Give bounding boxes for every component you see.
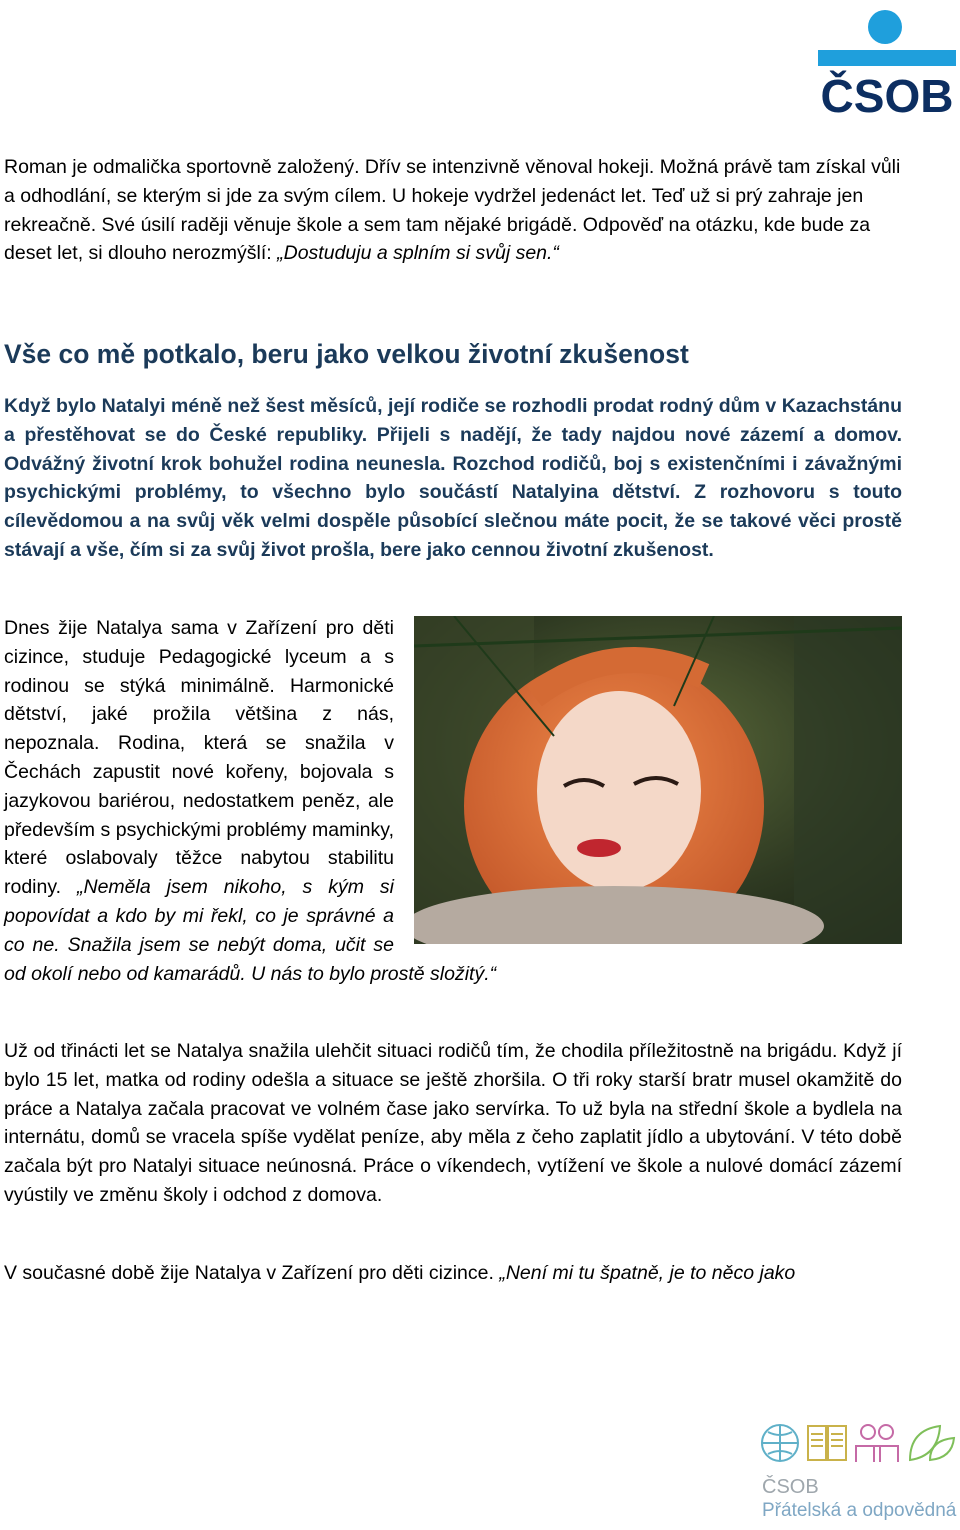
csob-logo [816,6,958,118]
section-heading: Vše co mě potkalo, beru jako velkou životní zkušenost [4,339,689,369]
intro-paragraph [4,153,902,268]
footer-tagline: Přátelská a odpovědná [762,1500,957,1521]
photo-paragraph-quote: „Neměla jsem nikoho, s kým si popovídat a kdo by mi řekl, co je správné a co ne. Snažila jsem se nebýt doma, učit se od okolí nebo od kamarádů. U nás to bylo prostě složitý.“ [4,876,497,985]
intro-quote: „Dostuduju a splním si svůj sen.“ [277,242,559,265]
paragraph-4-quote: „Není mi tu špatně, je to něco jako [499,1262,796,1284]
photo-paragraph-text: Dnes žije Natalya sama v Zařízení pro děti cizince, studuje Pedagogické lyceum a s rodinou se stýká minimálně. Harmonické dětství, jaké prožila většina z nás, nepoznala. Rodina, která se snažila v Čechách zapustit nové kořeny, bojovala s jazykovou bariérou, nedostatkem peněz, ale především s psychickými problémy maminky, které oslabovaly těžce nabytou stabilitu rodiny. [4,617,394,899]
logo-circle [868,10,902,44]
footer-brand: ČSOB [762,1476,819,1498]
paragraph-with-photo [4,614,902,988]
leaf-icon [910,1426,954,1460]
book-icon [808,1426,846,1460]
paragraph-4 [4,1259,902,1288]
footer-icons [760,1420,958,1466]
globe-icon [762,1425,798,1461]
logo-text: ČSOB [820,70,954,118]
logo-bar [818,50,956,66]
paragraph-4-text: V současné době žije Natalya v Zařízení pro děti cizince. [4,1262,500,1284]
lead-paragraph: Když bylo Natalyi méně než šest měsíců, její rodiče se rozhodli prodat rodný dům v Kazachstánu a přestěhovat se do České republiky. Přijeli s nadějí, že tady najdou nové zázemí a domov. Odvážný životní krok bohužel rodina neunesla. Rozchod rodičů, boj s existenčními i závažnými psychickými problémy, to všechno bylo součástí Natalyina dětství. Z rozhovoru s touto cílevědomou a na svůj věk velmi dospěle působící slečnou máte pocit, že se takové věci prostě stávají a vše, čím si za svůj život prošla, bere jako cennou životní zkušenost. [4,395,902,561]
footer-logo [760,1420,958,1526]
intro-text: Roman je odmalička sportovně založený. Dřív se intenzivně věnoval hokeji. Možná právě tam získal vůli a odhodlání, se kterým si jde za svým cílem. U hokeje vydržel jedenáct let. Teď už si prý zahraje jen rekreačně. Své úsilí raději věnuje škole a sem tam nějaké brigádě. Odpověď na otázku, kde bude za deset let, si dlouho nerozmýšlí: [4,156,901,265]
portrait-photo [414,616,902,944]
people-icon [856,1425,898,1462]
paragraph-3: Už od třinácti let se Natalya snažila ulehčit situaci rodičů tím, že chodila příležitostně na brigádu. Když jí bylo 15 let, matka od rodiny odešla a situace se ještě zhoršila. O tři roky starší bratr musel okamžitě do práce a Natalya začala pracovat ve volném čase jako servírka. To už byla na střední škole a bydlela na internátu, domů se vracela spíše vydělat peníze, aby měla z čeho zaplatit jídlo a ubytování. V této době začala být pro Natalyi situace neúnosná. Práce o víkendech, vytížení ve škole a nulové domácí zázemí vyústily ve změnu školy i odchod z domova. [4,1040,902,1206]
